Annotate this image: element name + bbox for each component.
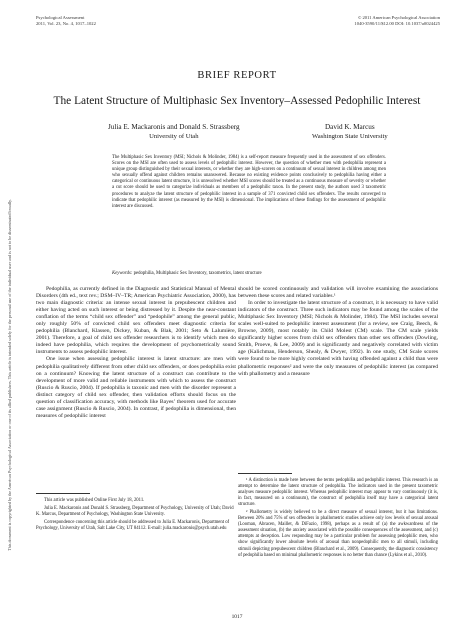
body-paragraph: Pedophilia, as currently defined in the Diagnostic and Statistical Manual of Mental Disorders (4th ed., text rev.; DSM–IV–TR; American Psychiatric Association, 2000), has two main diagnostic criteria: an intense sexual interest in prepubescent children and either having acted on such interest or being distressed by it. Despite the near-constant conflation of the terms “child sex offender” and “pedophile” among the general public, only roughly 50% of convicted child sex offenders meet diagnostic criteria for pedophilia (Blanchard, Klassen, Dickey, Kuban, & Blak, 2001; Seto & Lalumière, 2001). Therefore, a goal of child sex offender researchers is to identify which men do indeed have pedophilia, which requires the development of psychometrically sound instruments to assess pedophilic interest.	[36, 286, 236, 356]
author-note: This article was published Online First July 18, 2011.	[44, 498, 145, 503]
author-note: Julia E. Mackaronis and Donald S. Strassberg, Department of Psychology, University of Utah; David K. Marcus, Department of Psychology, Washington State University.	[36, 506, 234, 517]
article-kind: BRIEF REPORT	[197, 70, 277, 81]
copyright-side-notice: This document is copyrighted by the American Psychological Association or one of its allied publishers. This article is intended solely for the personal use of the individual user and is not to be disseminated broadly.	[7, 199, 12, 551]
article-title: The Latent Structure of Multiphasic Sex Inventory–Assessed Pedophilic Interest	[53, 95, 421, 107]
body-column-right	[238, 286, 438, 378]
page-number: 1017	[231, 614, 243, 620]
body-column-left	[36, 286, 236, 420]
footnote-divider-right	[238, 473, 292, 474]
author-note: Correspondence concerning this article should be addressed to Julia E. Mackaronis, Department of Psychology, University of Utah, Salt Lake City, UT 84112. E-mail: julia.mackaronis@psych.utah.edu	[36, 520, 230, 531]
author-block-right	[312, 123, 388, 141]
footnote: ¹ A distinction is made here between the terms pedophilia and pedophilic interest. This research is an attempt to determine the latent structure of pedophilia. The indicators used in the present taxometric analyses measure pedophilic interest. Whereas pedophilic interest may appear to vary continuously (it is, in fact, measured on a continuum), the construct of pedophilia itself may have a categorical latent structure.	[238, 478, 438, 508]
author-notes	[36, 498, 236, 534]
body-paragraph: In order to investigate the latent structure of a construct, it is necessary to have valid indicators of the construct. Three such indicators may be found among the scales of the Multiphasic Sex Inventory (MSI; Nichols & Molinder, 1984). The MSI includes several scales well-suited to pedophilic interest assessment (for a review, see Craig, Beech, & Browne, 2009), most notably its Child Molest (CM) scale. The CM scale yields significantly higher scores from child sex offenders than other sex offenders (Dowling, Smith, Proeve, & Lee, 2009) and is significantly and negatively correlated with victim age (Kalichman, Henderson, Shealy, & Dwyer, 1992). In one study, CM Scale scores were found to be more highly correlated with having offended against a child than were phallometric responses² and were the only measures of pedophilic interest (as compared with phallometry and a measure	[238, 300, 438, 377]
keywords-label: Keywords:	[112, 271, 133, 276]
affiliation-right: Washington State University	[312, 133, 388, 140]
copyright-line: © 2011 American Psychological Association	[357, 15, 440, 20]
footnote-divider-left	[36, 493, 90, 494]
affiliation-left: University of Utah	[149, 133, 199, 140]
author-block-left	[108, 123, 240, 141]
journal-name: Psychological Assessment	[36, 15, 85, 20]
footnote: ² Phallometry is widely believed to be a direct measure of sexual interest, but it has limitations. Between 20% and 75% of sex offenders in phallometric studies achieve only low levels of sexual arousal (Looman, Abracen, Maillet, & DiFazio, 1998), perhaps as a result of (a) the awkwardness of the assessment situation, (b) the anxiety associated with the possible consequences of the assessment, and (c) attempts at deception. Low responding may be a particular problem for assessing pedophilic men, who show significantly lower absolute levels of arousal than nonpedophilic men to all stimuli, including stimuli depicting prepubescent children (Blanchard et al., 2009). Consequently, the diagnostic consistency of pedophilia based on minimal phallometric responses is no better than chance (Lykins et al., 2010).	[238, 510, 438, 558]
footnotes	[238, 478, 438, 561]
side-margin	[5, 150, 17, 600]
author-names-left: Julia E. Mackaronis and Donald S. Strassberg	[108, 123, 240, 131]
author-names-right: David K. Marcus	[324, 123, 375, 131]
abstract: The Multiphasic Sex Inventory (MSI; Nichols & Molinder, 1984) is a self-report measure frequently used in the assessment of sex offenders. Scores on the MSI are often used to assess levels of pedophilic interest. However, the question of whether men with pedophilia represent a unique group distinguished by their sexual interests, or whether they are high-scorers on a continuum of sexual interest in children among men who sexually offend against children remains unanswered. Because no existing evidence points conclusively to pedophilia having either a categorical or continuous latent structure, it is unresolved whether MSI scores should be treated as a continuous measure of severity or whether a cut score should be used to categorize individuals as members of a pedophilic taxon. In the present study, the authors used 3 taxometric procedures to analyze the latent structure of pedophilic interest in a sample of 371 convicted child sex offenders. The results converged to indicate that pedophilic interest (as measured by the MSI) is dimensional. The implications of these findings for the assessment of pedophilic interest are discussed.	[112, 155, 386, 209]
doi-line: 1040-3590/11/$12.00 DOI: 10.1037/a0024425	[354, 21, 440, 26]
keywords-line	[112, 271, 386, 277]
body-paragraph: should be scored continuously and validation will involve examining the associations between these scores and related variables.¹	[238, 286, 438, 300]
journal-header	[36, 15, 96, 27]
copyright-header	[354, 15, 440, 27]
body-paragraph: One issue when assessing pedophilic interest is latent structure: are men with pedophilia qualitatively different from other child sex offenders, or does pedophilia exist on a continuum? Knowing the latent structure of a construct can contribute to the development of more valid and reliable instruments with which to assess the construct (Ruscio & Ruscio, 2004). If pedophilia is taxonic and men with the disorder represent a distinct category of child sex offender, then validation efforts should focus on the question of classification accuracy, with methods like Bayes’ theorem used for accurate case assignment (Ruscio & Ruscio, 2004). In contrast, if pedophilia is dimensional, then measures of pedophilic interest	[36, 356, 236, 419]
volume-info: 2011, Vol. 23, No. 4, 1017–1022	[36, 21, 96, 26]
keywords-text: pedophilia, Multiphasic Sex Inventory, taxometrics, latent structure	[133, 271, 262, 276]
